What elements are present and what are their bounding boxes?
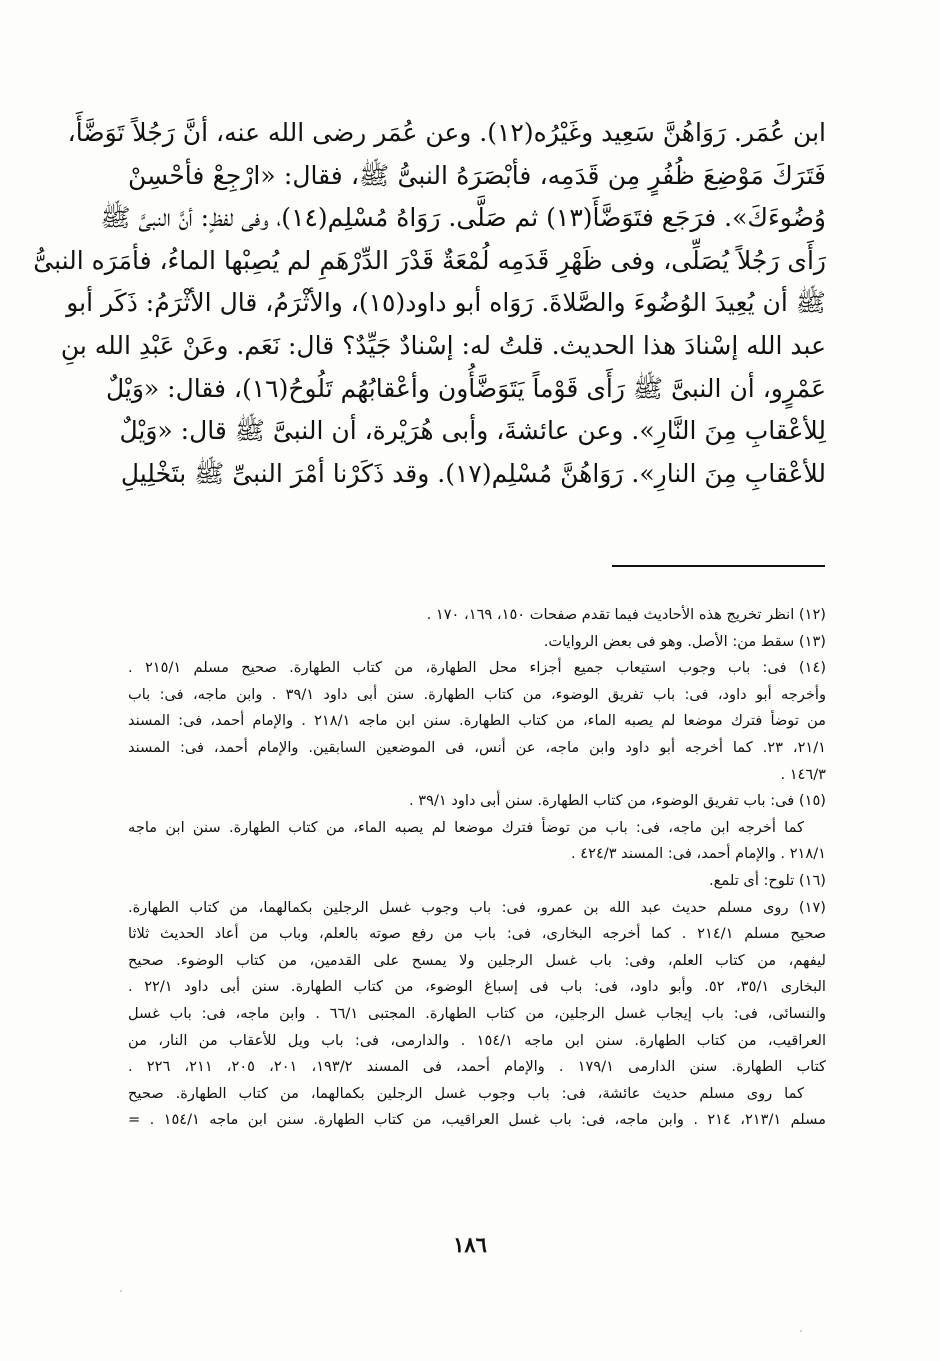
footnote-line: البخارى ٣٥/١، ٥٢. وأبو داود، فى: باب فى إسباغ الوضوء، من كتاب الطهارة. سنن أبى داود ٢٢/١ . <box>128 978 826 996</box>
footnote-line: كما أخرجه ابن ماجه، فى: باب من توضأ فترك موضعا لم يصبه الماء، من كتاب الطهارة. سنن ابن ماجه <box>128 818 804 836</box>
main-text-line: ابن عُمَر. رَوَاهُنَّ سَعِيد وغَيْرُه(١٢). وعن عُمَر رضى الله عنه، أنَّ رَجُلاً تَوَضَّأَ، <box>67 118 826 147</box>
footnote-15 <box>128 788 826 868</box>
main-text-line: لِلأعْقابِ مِنَ النَّارِ». وعن عائشةَ، وأبى هُرَيْرة، أن النبىَّ ﷺ قال: «وَيْلٌ <box>119 416 826 446</box>
main-text-block <box>33 112 826 495</box>
scan-speck <box>120 1290 122 1292</box>
footnote-line: كتاب الطهارة. سنن الدارمى ١٧٩/١ . والإمام أحمد، فى المسند ١٩٣/٢، ٢٠١، ٢٠٥، ٢١١، ٢٢٦ . <box>128 1058 826 1076</box>
footnote-line: (١٦) تلوح: أى تلمع. <box>709 871 826 889</box>
main-text-line: فَتَرَكَ مَوْضِعَ ظُفُرٍ مِن قَدَمِه، فأبْصَرَهُ النبىُّ ﷺ، فقال: «ارْجِعْ فأحْسِنْ <box>128 160 826 190</box>
footnote-line: والنسائى، فى: باب إيجاب غسل الرجلين، من كتاب الطهارة. المجتبى ٦٦/١ . وابن ماجه، فى: باب غسل <box>128 1004 827 1022</box>
footnote-line: مسلم ٢١٣/١، ٢١٤ . وابن ماجه، فى: باب غسل العراقيب، من كتاب الطهارة. سنن ابن ماجه ١٥٤/١ . = <box>128 1111 826 1129</box>
footnote-line: من توضأ فترك موضعا لم يصبه الماء، من كتاب الطهارة. سنن ابن ماجه ٢١٨/١ . والإمام أحمد، فى: المسند <box>128 712 826 730</box>
footnote-line: (١٥) فى: باب تفريق الوضوء، من كتاب الطهارة. سنن أبى داود ٣٩/١ . <box>409 792 826 810</box>
footnote-line: ٢١/١، ٢٣. كما أخرجه أبو داود وابن ماجه، عن أنس، فى الموضعين السابقين. والإمام أحمد، فى: المسند <box>128 738 826 756</box>
footnote-14 <box>128 655 826 788</box>
page-number: ١٨٦ <box>453 1232 487 1257</box>
footnote-13 <box>128 629 826 656</box>
footnote-line: ليفهم، من كتاب العلم، وفى: باب غسل الرجلين ولا يمسح على القدمين، من كتاب الوضوء. صحيح <box>128 951 826 969</box>
footnote-line: وأخرجه أبو داود، فى: باب تفريق الوضوء، من كتاب الطهارة. سنن أبى داود ٣٩/١ . وابن ماجه، فى: باب <box>128 685 826 703</box>
footnote-line: (١٣) سقط من: الأصل. وهو فى بعض الروايات. <box>543 632 826 650</box>
footnote-separator <box>612 565 825 567</box>
main-text-line: عبد الله إسْنادَ هذا الحديث. قلتُ له: إسْنادٌ جَيِّدٌ؟ قال: نَعَم. وعَنْ عَبْدِ الله بنِ <box>60 330 826 360</box>
footnote-16 <box>128 868 826 895</box>
footnotes-block <box>128 602 826 1134</box>
scan-speck <box>800 1330 802 1332</box>
footnote-line: كما روى مسلم حديث عائشة، فى: باب وجوب غسل الرجلين بكمالهما، من كتاب الطهارة. صحيح <box>128 1084 804 1102</box>
main-text-line: رَأَى رَجُلاً يُصَلِّى، وفى ظَهْرِ قَدَمِه لُمْعَةٌ قَدْرَ الدِّرْهَمِ لم يُصِبْها الماءُ، فأمَرَه النبىُّ <box>33 245 826 275</box>
footnote-line: صحيح مسلم ٢١٤/١ . كما أخرجه البخارى، فى: باب من رفع صوته بالعلم، وباب من أعاد الحديث ثلاثا <box>128 925 827 943</box>
footnote-line: ١٤٦/٣ . <box>780 765 826 783</box>
main-text-line: للأعْقابِ مِنَ النارِ». رَوَاهُنَّ مُسْلِم(١٧). وقد ذَكَرْنا أمْرَ النبىِّ ﷺ بتَخْلِيلِ <box>120 458 826 488</box>
footnote-12 <box>128 602 826 629</box>
footnote-line: العراقيب، من كتاب الطهارة. سنن ابن ماجه ١٥٤/١ . والدارمى، فى: باب ويل للأعقاب من النار، من <box>128 1031 827 1049</box>
footnote-line: (١٤) فى: باب وجوب استيعاب جميع أجزاء محل الطهارة، من كتاب الطهارة. صحيح مسلم ٢١٥/١ . <box>128 659 827 677</box>
main-text-line: عَمْرٍو، أن النبىَّ ﷺ رَأَى قَوْماً يَتَوَضَّأُون وأعْقابُهُم تَلُوحُ(١٦)، فقال: «وَيْلٌ <box>105 373 826 403</box>
footnote-line: (١٢) انظر تخريج هذه الأحاديث فيما تقدم صفحات ١٥٠، ١٦٩، ١٧٠ . <box>426 606 826 623</box>
main-text-line: وُضُوءَكَ». فرَجَع فتَوَضَّأَ(١٣) ثم صَلَّى. رَوَاهُ مُسْلِم(١٤)، وفى لفظٍ: أنَّ النبىَّ ﷺ <box>100 203 826 233</box>
main-text-line: ﷺ أن يُعِيدَ الوُضُوءَ والصَّلاةَ. رَوَاه أبو داود(١٥)، والأثْرَمُ، قال الأثْرَمُ: ذَكَر أبو <box>66 288 826 318</box>
footnote-17 <box>128 895 826 1134</box>
footnote-line: ٢١٨/١ . والإمام أحمد، فى: المسند ٤٢٤/٣ . <box>570 845 826 863</box>
footnote-line: (١٧) روى مسلم حديث عبد الله بن عمرو، فى: باب وجوب غسل الرجلين بكمالهما، من كتاب الطهارة. <box>128 898 826 916</box>
